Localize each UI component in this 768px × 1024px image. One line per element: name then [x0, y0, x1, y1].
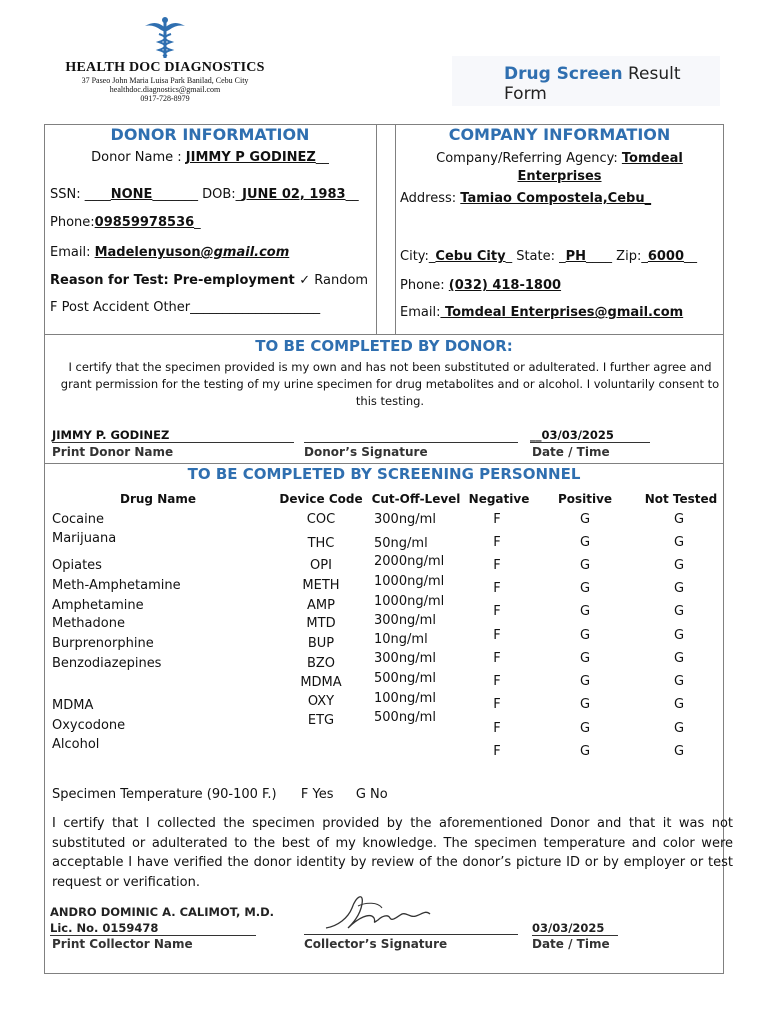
donor-phone-label: Phone:	[50, 215, 95, 230]
col-drug-name: Drug Name	[120, 492, 196, 506]
form-border-left	[44, 124, 45, 974]
donor-section-bottom	[44, 463, 724, 464]
donor-info-heading: DONOR INFORMATION	[110, 125, 310, 144]
reason-line	[50, 273, 368, 288]
company-phone-value: (032) 418-1800	[448, 278, 562, 293]
donor-email-user: Madelenyuson	[94, 245, 201, 260]
col-not-tested: Not Tested	[644, 492, 718, 506]
negative-checkbox[interactable]: F	[493, 512, 501, 527]
donor-name-value: JIMMY P GODINEZ	[185, 150, 316, 165]
negative-checkbox[interactable]: F	[493, 651, 501, 666]
company-address-line	[400, 191, 651, 206]
donor-date-label: Date / Time	[532, 445, 610, 459]
screening-heading: TO BE COMPLETED BY SCREENING PERSONNEL	[187, 465, 581, 483]
company-info-heading: COMPANY INFORMATION	[448, 125, 671, 144]
negative-checkbox[interactable]: F	[493, 721, 501, 736]
device-code: OPI	[310, 558, 332, 573]
donor-email-line	[50, 245, 289, 260]
dob-label: DOB:	[197, 187, 236, 202]
agency-value-1: Tomdeal	[621, 151, 683, 166]
ssn-value: NONE	[110, 187, 153, 202]
temp-yes-checkbox[interactable]: F	[300, 787, 309, 802]
dob-value: JUNE 02, 1983	[242, 187, 346, 202]
drug-name: Alcohol	[52, 737, 100, 752]
form-title-rest: Result Form	[504, 64, 681, 104]
donor-signature-line	[304, 442, 518, 443]
drug-name: Opiates	[52, 558, 102, 573]
company-name: HEALTH DOC DIAGNOSTICS	[65, 60, 265, 75]
donor-email-domain: @gmail.com	[200, 245, 290, 260]
cutoff-level: 1000ng/ml	[374, 594, 445, 609]
not-tested-checkbox[interactable]: G	[673, 721, 685, 736]
company-phone-label: Phone:	[400, 278, 449, 293]
info-divider-1	[376, 124, 377, 334]
donor-certification: I certify that the specimen provided is my own and has not been substituted or adulterated. I further agree and grant permission for the testing of my urine specimen for drug metabolites and or alcohol. I voluntarily consent to this testing.	[60, 360, 720, 408]
negative-checkbox[interactable]: F	[493, 604, 501, 619]
drug-name: Burprenorphine	[52, 636, 154, 651]
positive-checkbox[interactable]: G	[579, 512, 591, 527]
company-address-label: Address:	[400, 191, 461, 206]
not-tested-checkbox[interactable]: G	[673, 674, 685, 689]
donor-print-name-label: Print Donor Name	[52, 445, 174, 459]
donor-phone-line: Phone:09859978536_	[50, 215, 201, 230]
company-address: 37 Paseo John Maria Luisa Park Banilad, Cebu City	[81, 76, 249, 85]
city-value: Cebu City	[435, 249, 506, 264]
not-tested-checkbox[interactable]: G	[673, 628, 685, 643]
not-tested-checkbox[interactable]: G	[673, 558, 685, 573]
drug-name: Oxycodone	[52, 718, 126, 733]
temp-yes-label: Yes	[312, 787, 334, 802]
collector-date: 03/03/2025	[532, 921, 618, 936]
device-code: BUP	[307, 636, 335, 651]
agency-value-2: Enterprises	[517, 169, 602, 184]
company-logo	[60, 8, 270, 112]
cutoff-level: 100ng/ml	[374, 691, 436, 706]
collector-signature-line	[304, 934, 518, 935]
negative-checkbox[interactable]: F	[493, 674, 501, 689]
state-value: PH	[565, 249, 587, 264]
device-code: AMP	[307, 598, 335, 613]
drug-name: Meth-Amphetamine	[52, 578, 181, 593]
city-label: City:	[400, 249, 429, 264]
drug-name: Benzodiazepines	[52, 656, 162, 671]
print-collector-label: Print Collector Name	[52, 937, 193, 951]
positive-checkbox[interactable]: G	[579, 651, 591, 666]
cutoff-level: 300ng/ml	[374, 651, 436, 666]
positive-checkbox[interactable]: G	[579, 674, 591, 689]
company-address-value: Tamiao Compostela,Cebu_	[460, 191, 652, 206]
positive-checkbox[interactable]: G	[579, 744, 591, 759]
device-code: BZO	[306, 656, 336, 671]
caduceus-icon	[141, 14, 189, 60]
zip-label: Zip:	[612, 249, 642, 264]
form-title-bold: Drug Screen	[504, 64, 623, 84]
ssn-dob-line: SSN: ____NONE_______ DOB:_JUNE 02, 1983__	[50, 187, 359, 202]
cutoff-level: 300ng/ml	[374, 613, 436, 628]
negative-checkbox[interactable]: F	[493, 535, 501, 550]
donor-name-line: Donor Name : JIMMY P GODINEZ__	[91, 150, 329, 165]
temp-no-checkbox[interactable]: G	[355, 787, 366, 802]
collector-signature-image	[318, 888, 438, 934]
collector-signature-label: Collector’s Signature	[304, 937, 448, 951]
info-border-bottom	[44, 334, 724, 335]
agency-label: Company/Referring Agency:	[436, 151, 622, 166]
cutoff-level: 300ng/ml	[374, 512, 436, 527]
collector-license: Lic. No. 0159478	[50, 921, 256, 936]
positive-checkbox[interactable]: G	[579, 581, 591, 596]
city-state-zip-line: City:_Cebu City_ State: _PH____ Zip:_6000__	[400, 249, 698, 264]
reason-line-2: F Post Accident Other____________________	[50, 300, 321, 315]
donor-date-value: 03/03/2025	[541, 428, 614, 442]
not-tested-checkbox[interactable]: G	[673, 744, 685, 759]
donor-print-name: JIMMY P. GODINEZ	[52, 428, 294, 443]
company-email-value: Tomdeal Enterprises@gmail.com	[440, 305, 684, 320]
company-email-label: Email:	[400, 305, 441, 320]
reason-random: Random	[310, 273, 369, 288]
reason-label: Reason for Test: Pre-employment ✓	[50, 273, 311, 288]
cutoff-level: 2000ng/ml	[374, 554, 445, 569]
company-email-line	[400, 305, 683, 320]
not-tested-checkbox[interactable]: G	[673, 581, 685, 596]
cutoff-level: 1000ng/ml	[374, 574, 445, 589]
donor-signature-label: Donor’s Signature	[304, 445, 428, 459]
company-phone: 0917-728-8979	[140, 94, 190, 103]
device-code: COC	[306, 512, 336, 527]
form-border-bottom	[44, 973, 724, 974]
negative-checkbox[interactable]: F	[493, 697, 501, 712]
negative-checkbox[interactable]: F	[493, 581, 501, 596]
form-title	[504, 64, 720, 104]
cutoff-level: 50ng/ml	[374, 536, 428, 551]
negative-checkbox[interactable]: F	[493, 744, 501, 759]
col-cutoff: Cut-Off-Level	[371, 492, 461, 506]
col-device-code: Device Code	[279, 492, 363, 506]
device-code: THC	[307, 536, 335, 551]
temperature-label: Specimen Temperature (90-100 F.)	[52, 787, 277, 802]
positive-checkbox[interactable]: G	[579, 604, 591, 619]
not-tested-checkbox[interactable]: G	[673, 512, 685, 527]
col-negative: Negative	[468, 492, 530, 506]
company-email: healthdoc.diagnostics@gmail.com	[109, 85, 221, 94]
drug-name: Cocaine	[52, 512, 104, 527]
positive-checkbox[interactable]: G	[579, 535, 591, 550]
not-tested-checkbox[interactable]: G	[673, 651, 685, 666]
donor-email-label: Email:	[50, 245, 95, 260]
cutoff-level: 10ng/ml	[374, 632, 428, 647]
col-positive: Positive	[557, 492, 613, 506]
collector-certification: I certify that I collected the specimen provided by the aforementioned Donor and that it was not substituted or adulterated to the best of my knowledge. The specimen temperature and color were acceptable I have verified the donor identity by review of the donor’s picture ID or by employer or test request or verification.	[52, 816, 733, 890]
drug-name: Methadone	[52, 616, 125, 631]
device-code: METH	[302, 578, 340, 593]
device-code: MTD	[306, 616, 336, 631]
agency-line	[396, 150, 723, 186]
positive-checkbox[interactable]: G	[579, 628, 591, 643]
drug-name: MDMA	[52, 698, 94, 713]
device-code: OXY	[307, 694, 335, 709]
zip-value: 6000	[647, 249, 685, 264]
donor-section-heading: TO BE COMPLETED BY DONOR:	[255, 337, 513, 355]
positive-checkbox[interactable]: G	[579, 721, 591, 736]
form-title-box	[452, 56, 720, 106]
not-tested-checkbox[interactable]: G	[673, 604, 685, 619]
cutoff-level: 500ng/ml	[374, 671, 436, 686]
not-tested-checkbox[interactable]: G	[673, 697, 685, 712]
device-code: MDMA	[300, 675, 342, 690]
negative-checkbox[interactable]: F	[493, 558, 501, 573]
donor-date: __03/03/2025	[530, 428, 650, 443]
state-label: State:	[512, 249, 560, 264]
collector-date-label: Date / Time	[532, 937, 610, 951]
temperature-line	[52, 787, 388, 802]
cutoff-level: 500ng/ml	[374, 710, 436, 725]
company-phone-line	[400, 278, 561, 293]
negative-checkbox[interactable]: F	[493, 628, 501, 643]
temp-no-label: No	[370, 787, 388, 802]
donor-phone-value: 09859978536	[94, 215, 195, 230]
not-tested-checkbox[interactable]: G	[673, 535, 685, 550]
donor-name-label: Donor Name :	[91, 150, 186, 165]
device-code: ETG	[307, 713, 335, 728]
ssn-label: SSN:	[50, 187, 85, 202]
positive-checkbox[interactable]: G	[579, 558, 591, 573]
collector-name: ANDRO DOMINIC A. CALIMOT, M.D.	[50, 905, 275, 919]
drug-name: Amphetamine	[52, 598, 144, 613]
positive-checkbox[interactable]: G	[579, 697, 591, 712]
drug-name: Marijuana	[52, 531, 117, 546]
